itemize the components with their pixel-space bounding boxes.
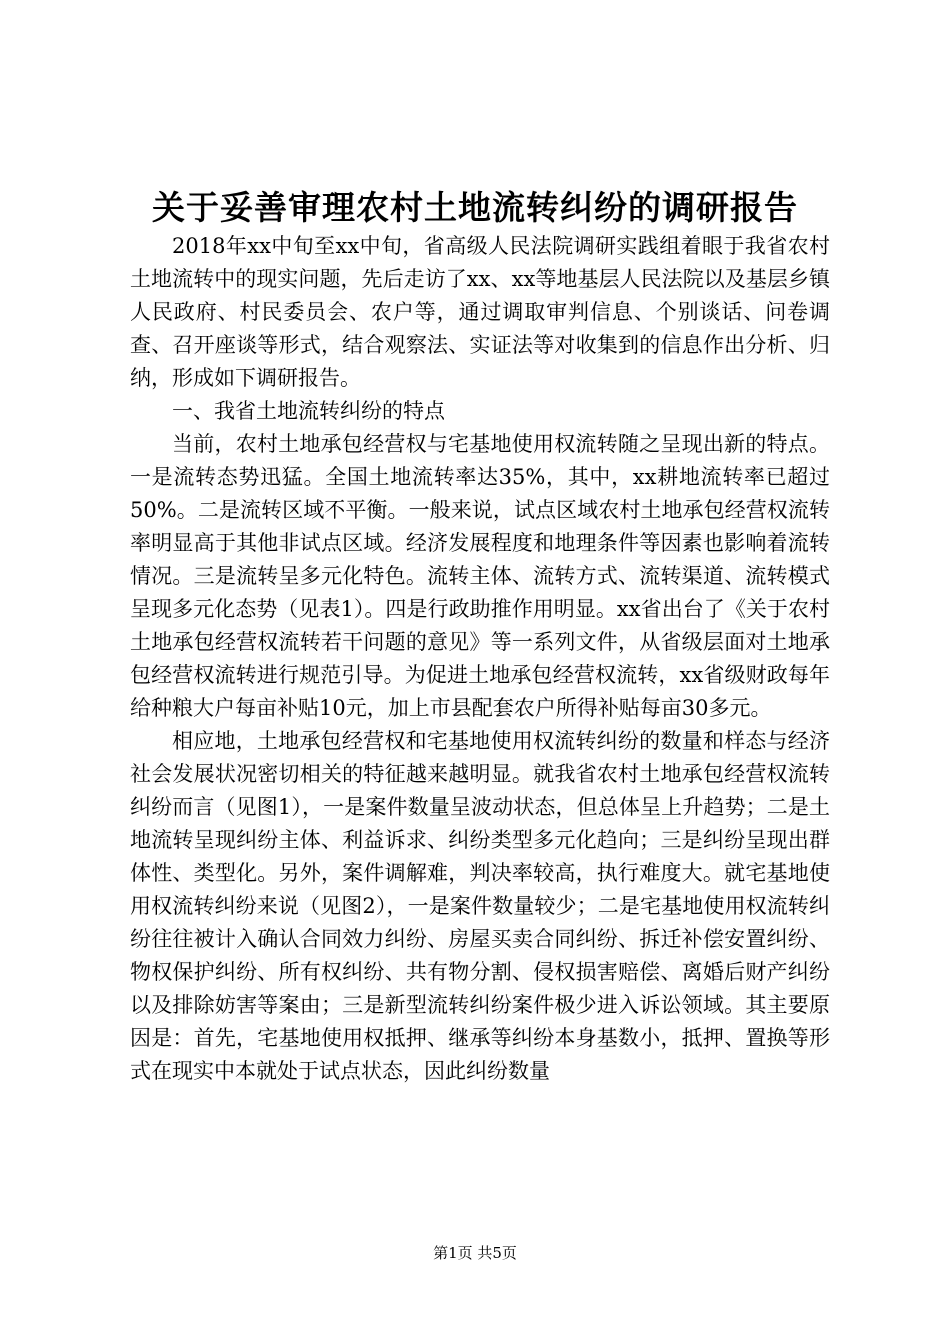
document-body [130, 230, 830, 1088]
section-heading: 一、我省土地流转纠纷的特点 [172, 399, 445, 423]
page-footer: 第1页 共5页 [433, 1244, 517, 1262]
document-title: 关于妥善审理农村土地流转纠纷的调研报告 [152, 188, 798, 227]
characteristics-paragraph: 当前，农村土地承包经营权与宅基地使用权流转随之呈现出新的特点。一是流转态势迅猛。全国土地流转率达35%，其中，xx耕地流转率已超过50%。二是流转区域不平衡。一般来说，试点区域农村土地承包经营权流转率明显高于其他非试点区域。经济发展程度和地理条件等因素也影响着流转情况。三是流转呈多元化特色。流转主体、流转方式、流转渠道、流转模式呈现多元化态势（见表1）。四是行政助推作用明显。xx省出台了《关于农村土地承包经营权流转若干问题的意见》等一系列文件，从省级层面对土地承包经营权流转进行规范引导。为促进土地承包经营权流转，xx省级财政每年给种粮大户每亩补贴10元，加上市县配套农户所得补贴每亩30多元。 [130, 432, 830, 720]
disputes-paragraph: 相应地，土地承包经营权和宅基地使用权流转纠纷的数量和样态与经济社会发展状况密切相关的特征越来越明显。就我省农村土地承包经营权流转纠纷而言（见图1），一是案件数量呈波动状态，但总体呈上升趋势；二是土地流转呈现纠纷主体、利益诉求、纠纷类型多元化趋向；三是纠纷呈现出群体性、类型化。另外，案件调解难，判决率较高，执行难度大。就宅基地使用权流转纠纷来说（见图2），一是案件数量较少；二是宅基地使用权流转纠纷往往被计入确认合同效力纠纷、房屋买卖合同纠纷、拆迁补偿安置纠纷、物权保护纠纷、所有权纠纷、共有物分割、侵权损害赔偿、离婚后财产纠纷以及排除妨害等案由；三是新型流转纠纷案件极少进入诉讼领域。其主要原因是：首先，宅基地使用权抵押、继承等纠纷本身基数小，抵押、置换等形式在现实中本就处于试点状态，因此纠纷数量 [130, 729, 830, 1083]
intro-paragraph: 2018年xx中旬至xx中旬，省高级人民法院调研实践组着眼于我省农村土地流转中的现实问题，先后走访了xx、xx等地基层人民法院以及基层乡镇人民政府、村民委员会、农户等，通过调取审判信息、个别谈话、问卷调查、召开座谈等形式，结合观察法、实证法等对收集到的信息作出分析、归纳，形成如下调研报告。 [130, 234, 830, 390]
